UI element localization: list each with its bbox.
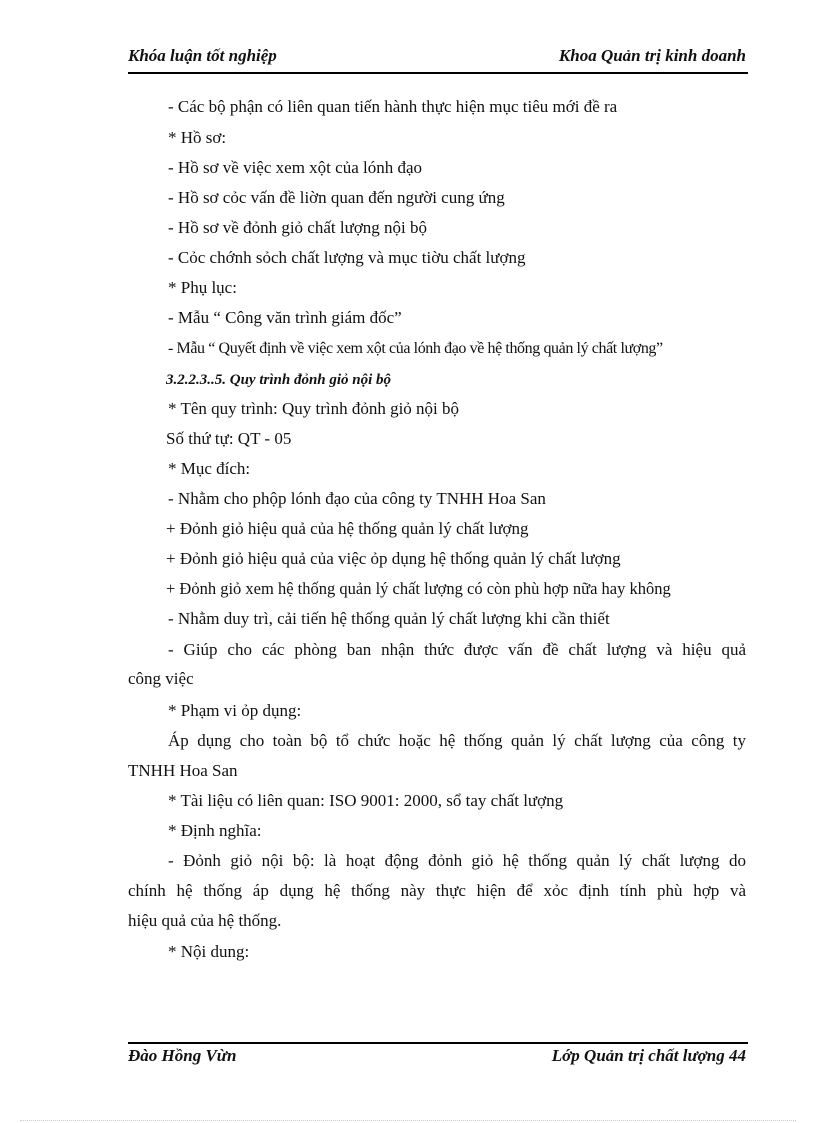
body-line: * Định nghĩa: xyxy=(168,821,262,840)
body-line: - Mẫu “ Công văn trình giám đốc” xyxy=(168,308,402,327)
body-line: * Hồ sơ: xyxy=(168,128,227,147)
section-heading: 3.2.2.3..5. Quy trình đỏnh giỏ nội bộ xyxy=(166,372,392,388)
body-line: - Cỏc chớnh sỏch chất lượng và mục tiờu chất lượng xyxy=(168,248,526,267)
body-line: - Hồ sơ về đỏnh giỏ chất lượng nội bộ xyxy=(168,218,428,237)
page-footer xyxy=(128,1046,748,1070)
footer-rule xyxy=(128,1042,748,1044)
body-line: * Phạm vi ỏp dụng: xyxy=(168,701,302,720)
body-line: - Đỏnh giỏ nội bộ: là hoạt động đỏnh giỏ hệ thống quản lý chất lượng do xyxy=(168,851,746,870)
header-right-text: Khoa Quản trị kinh doanh xyxy=(558,46,746,65)
body-line: * Phụ lục: xyxy=(168,278,237,297)
body-line: hiệu quả của hệ thống. xyxy=(128,911,282,930)
body-line: TNHH Hoa San xyxy=(128,761,238,780)
body-line: + Đỏnh giỏ xem hệ thống quản lý chất lượng có còn phù hợp nữa hay không xyxy=(166,579,671,598)
footer-left-text: Đào Hồng Vừn xyxy=(128,1046,237,1065)
body-line: * Tài liệu có liên quan: ISO 9001: 2000, sổ tay chất lượng xyxy=(168,791,564,810)
header-rule xyxy=(128,72,748,74)
body-line: - Hồ sơ về việc xem xột của lónh đạo xyxy=(168,158,423,177)
page-edge-divider xyxy=(20,1120,796,1121)
body-line: chính hệ thống áp dụng hệ thống này thực hiện để xỏc định tính phù hợp và xyxy=(128,881,746,900)
body-line: + Đỏnh giỏ hiệu quả của hệ thống quản lý chất lượng xyxy=(166,519,529,538)
body-line: Số thứ tự: QT - 05 xyxy=(166,429,292,448)
body-line: Áp dụng cho toàn bộ tổ chức hoặc hệ thống quản lý chất lượng của công ty xyxy=(168,731,746,750)
body-line: - Nhằm cho phộp lónh đạo của công ty TNHH Hoa San xyxy=(168,489,546,508)
body-line: - Hồ sơ cỏc vấn đề liờn quan đến người cung ứng xyxy=(168,188,505,207)
body-line: * Mục đích: xyxy=(168,459,251,478)
body-line: - Các bộ phận có liên quan tiến hành thực hiện mục tiêu mới đề ra xyxy=(168,97,618,116)
header-left-text: Khóa luận tốt nghiệp xyxy=(128,46,277,65)
body-line: * Nội dung: xyxy=(168,942,250,961)
body-line: * Tên quy trình: Quy trình đỏnh giỏ nội bộ xyxy=(168,399,460,418)
body-line: - Mẫu “ Quyết định về việc xem xột của lónh đạo về hệ thống quản lý chất lượng” xyxy=(168,340,663,357)
footer-right-text: Lớp Quản trị chất lượng 44 xyxy=(551,1046,746,1065)
body-line: - Giúp cho các phòng ban nhận thức được vấn đề chất lượng và hiệu quả xyxy=(168,640,746,659)
body-line: + Đỏnh giỏ hiệu quả của việc ỏp dụng hệ thống quản lý chất lượng xyxy=(166,549,621,568)
body-line: công việc xyxy=(128,669,194,688)
page-header xyxy=(128,46,748,70)
body-line: - Nhằm duy trì, cải tiến hệ thống quản lý chất lượng khi cần thiết xyxy=(168,609,610,628)
